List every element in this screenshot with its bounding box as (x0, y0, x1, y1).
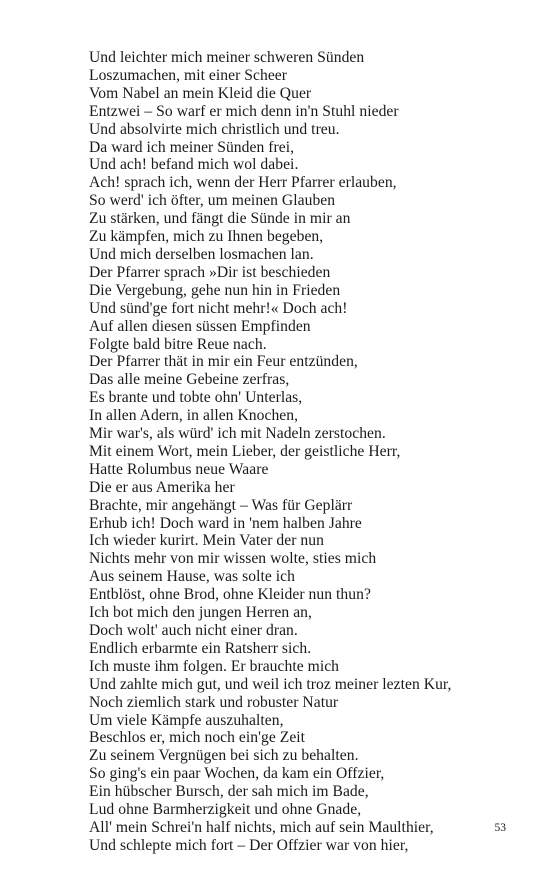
poem-line: Folgte bald bitre Reue nach. (89, 335, 267, 353)
poem-line: Ich wieder kurirt. Mein Vater der nun (89, 532, 324, 550)
poem-line: Lud ohne Barmherzigkeit und ohne Gnade, (89, 801, 362, 819)
poem-line: Und leichter mich meiner schweren Sünden (89, 49, 365, 66)
poem-line: Hatte Rolumbus neue Waare (89, 460, 269, 478)
poem-line: Mir war's, als würd' ich mit Nadeln zerstochen. (89, 425, 386, 443)
poem-line: Noch ziemlich stark und robuster Natur (89, 693, 339, 711)
poem-line: Loszumachen, mit einer Scheer (89, 66, 288, 84)
poem-line: Auf allen diesen süssen Empfinden (89, 317, 311, 335)
poem-line: Zu kämpfen, mich zu Ihnen begeben, (89, 228, 324, 246)
poem-line: All' mein Schrei'n half nichts, mich auf sein Maulthier, (89, 818, 434, 836)
poem-line: Und sünd'ge fort nicht mehr!« Doch ach! (89, 299, 348, 317)
poem-line: Und schlepte mich fort – Der Offzier war von hier, (89, 836, 409, 854)
poem-line: Die er aus Amerika her (89, 478, 235, 496)
poem-line: Das alle meine Gebeine zerfras, (89, 371, 290, 389)
poem-line: Und mich derselben losmachen lan. (89, 245, 314, 263)
poem-line: Beschlos er, mich noch ein'ge Zeit (89, 729, 306, 747)
poem-line: In allen Adern, in allen Knochen, (89, 407, 299, 425)
poem-text-block (89, 49, 529, 855)
poem-line: Der Pfarrer sprach »Dir ist beschieden (89, 263, 331, 281)
poem-line: Nichts mehr von mir wissen wolte, sties mich (89, 550, 377, 568)
page-number: 53 (494, 822, 506, 834)
poem-line: Vom Nabel an mein Kleid die Quer (89, 84, 312, 102)
poem-line: Ein hübscher Bursch, der sah mich im Bade, (89, 783, 369, 801)
poem-line: Erhub ich! Doch ward in 'nem halben Jahre (89, 514, 362, 532)
poem-line: Brachte, mir angehängt – Was für Geplärr (89, 496, 353, 514)
poem-line: Aus seinem Hause, was solte ich (89, 568, 295, 586)
poem-line: Und zahlte mich gut, und weil ich troz meiner lezten Kur, (89, 675, 452, 693)
poem-line: Doch wolt' auch nicht einer dran. (89, 622, 298, 639)
poem-line: Endlich erbarmte ein Ratsherr sich. (89, 639, 312, 657)
poem-line: Und ach! befand mich wol dabei. (89, 156, 299, 174)
poem-line: Entblöst, ohne Brod, ohne Kleider nun thun? (89, 586, 371, 604)
poem-line: Es brante und tobte ohn' Unterlas, (89, 389, 303, 407)
poem-line: So werd' ich öfter, um meinen Glauben (89, 192, 336, 210)
poem-line: Und absolvirte mich christlich und treu. (89, 120, 340, 138)
poem-line: Entzwei – So warf er mich denn in'n Stuhl nieder (89, 102, 399, 120)
poem-line: Der Pfarrer thät in mir ein Feur entzünden, (89, 353, 358, 371)
poem-line: Ach! sprach ich, wenn der Herr Pfarrer erlauben, (89, 174, 397, 192)
poem-line: Ich bot mich den jungen Herren an, (89, 604, 312, 622)
poem-line: Mit einem Wort, mein Lieber, der geistliche Herr, (89, 442, 401, 460)
poem-line: Um viele Kämpfe auszuhalten, (89, 711, 284, 729)
poem-line: Zu seinem Vergnügen bei sich zu behalten. (89, 747, 359, 765)
poem-line: Ich muste ihm folgen. Er brauchte mich (89, 657, 340, 675)
poem-line: So ging's ein paar Wochen, da kam ein Offzier, (89, 765, 385, 783)
poem-line: Zu stärken, und fängt die Sünde in mir an (89, 210, 351, 228)
poem-line: Da ward ich meiner Sünden frei, (89, 138, 295, 156)
poem-line: Die Vergebung, gehe nun hin in Frieden (89, 281, 341, 299)
